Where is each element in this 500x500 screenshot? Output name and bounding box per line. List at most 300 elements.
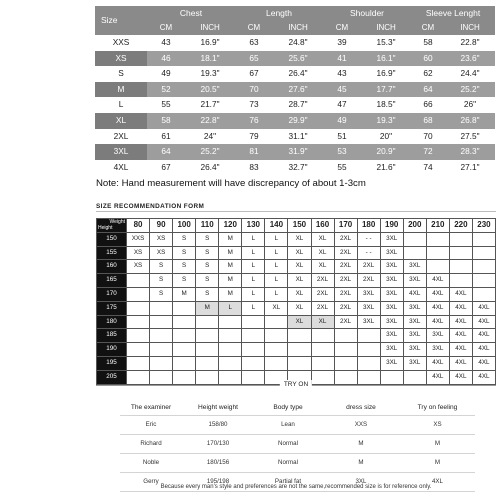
size-table-group-header (95, 6, 495, 21)
recommendation-cell (127, 315, 150, 329)
measurement-cell: 49 (323, 113, 361, 129)
weight-header-cell: 150 (288, 219, 311, 233)
measurement-cell: 27.6" (273, 82, 323, 98)
examiner-cell: M (322, 454, 400, 473)
measurement-cell: 24.4" (445, 66, 495, 82)
recommendation-cell (311, 329, 334, 343)
recommendation-cell: 3XL (380, 274, 403, 288)
table-row (97, 315, 496, 329)
measurement-cell: 17.7" (361, 82, 411, 98)
recommendation-cell (288, 356, 311, 370)
measurement-cell: 55 (323, 160, 361, 176)
recommendation-cell: 2XL (334, 232, 357, 246)
measurement-cell: 81 (235, 144, 273, 160)
recommendation-cell: S (196, 260, 219, 274)
unit-header-cell: INCH (185, 21, 235, 35)
recommendation-cell: XL (311, 246, 334, 260)
recommendation-cell: L (265, 274, 288, 288)
recommendation-cell (311, 343, 334, 357)
recommendation-cell: L (242, 301, 265, 315)
recommendation-cell: 2XL (334, 315, 357, 329)
recommendation-cell (196, 343, 219, 357)
measurement-cell: 19.3" (361, 113, 411, 129)
title-divider (96, 211, 496, 212)
recommendation-cell: L (265, 260, 288, 274)
recommendation-cell: 4XL (403, 287, 426, 301)
recommendation-cell: S (150, 260, 173, 274)
unit-header-cell: INCH (361, 21, 411, 35)
measurement-note: Note: Hand measurement will have discrepancy of about 1-3cm (96, 178, 366, 189)
recommendation-cell (127, 356, 150, 370)
size-column-header: Size (95, 6, 147, 35)
recommendation-cell: XS (127, 260, 150, 274)
unit-header-cell: CM (235, 21, 273, 35)
examiner-cell: 158/80 (182, 416, 254, 435)
recommendation-cell (426, 232, 449, 246)
examiner-header-cell: dress size (322, 401, 400, 416)
recommendation-cell (472, 287, 495, 301)
recommendation-cell (334, 343, 357, 357)
table-row (95, 97, 495, 113)
measurement-cell: 67 (147, 160, 185, 176)
table-row (120, 454, 475, 473)
examiner-cell: M (400, 454, 475, 473)
size-table-body (95, 35, 495, 175)
recommendation-cell: 3XL (380, 343, 403, 357)
recommendation-cell: 4XL (426, 315, 449, 329)
measurement-cell: 70 (411, 129, 445, 145)
examiner-cell: 170/130 (182, 435, 254, 454)
examiner-table-body (120, 416, 475, 492)
table-row (95, 160, 495, 176)
recommendation-cell (403, 232, 426, 246)
measurement-cell: 18.5" (361, 97, 411, 113)
weight-header-cell: 120 (219, 219, 242, 233)
examiner-cell: M (322, 435, 400, 454)
measurement-cell: 32.7" (273, 160, 323, 176)
examiner-cell: Richard (120, 435, 182, 454)
measurement-cell: 60 (411, 51, 445, 67)
recommendation-cell: 3XL (403, 343, 426, 357)
recommendation-cell (219, 315, 242, 329)
unit-header-cell: CM (411, 21, 445, 35)
recommendation-cell: XS (150, 232, 173, 246)
recommendation-cell (357, 356, 380, 370)
weight-header-cell: 90 (150, 219, 173, 233)
recommendation-cell: 4XL (449, 315, 472, 329)
recommendation-cell: XL (288, 246, 311, 260)
recommendation-cell: 4XL (426, 274, 449, 288)
table-row (120, 416, 475, 435)
height-header-cell: 160 (97, 260, 127, 274)
measurement-cell: 64 (411, 82, 445, 98)
measurement-cell: 47 (323, 97, 361, 113)
recommendation-cell (265, 343, 288, 357)
recommendation-cell: - - (357, 246, 380, 260)
unit-header-cell: CM (147, 21, 185, 35)
weight-header-cell: 110 (196, 219, 219, 233)
recommendation-cell: L (265, 287, 288, 301)
recommendation-cell: 3XL (380, 301, 403, 315)
weight-header-cell: 170 (334, 219, 357, 233)
measurement-cell: 83 (235, 160, 273, 176)
recommendation-cell: 3XL (357, 287, 380, 301)
recommendation-cell (242, 329, 265, 343)
recommendation-cell (472, 260, 495, 274)
examiner-cell: Normal (254, 454, 322, 473)
recommendation-cell: XL (311, 260, 334, 274)
recommendation-cell: M (219, 287, 242, 301)
table-row (120, 435, 475, 454)
measurement-cell: 65 (235, 51, 273, 67)
height-header-cell: 150 (97, 232, 127, 246)
height-header-cell: 170 (97, 287, 127, 301)
measurement-cell: 79 (235, 129, 273, 145)
examiner-cell: Partial fat (254, 473, 322, 492)
recommendation-cell: 4XL (449, 301, 472, 315)
measurement-cell: 28.7" (273, 97, 323, 113)
recommendation-cell (357, 343, 380, 357)
table-row (95, 144, 495, 160)
measurement-cell: 55 (147, 97, 185, 113)
measurement-cell: 51 (323, 129, 361, 145)
examiner-cell: XXS (322, 416, 400, 435)
recommendation-cell (288, 343, 311, 357)
examiner-cell: Gerry (120, 473, 182, 492)
size-label-cell: M (95, 82, 147, 98)
weight-header-cell: 80 (127, 219, 150, 233)
recommendation-cell: 4XL (426, 287, 449, 301)
table-row (95, 113, 495, 129)
height-header-cell: 190 (97, 343, 127, 357)
recommendation-cell (334, 356, 357, 370)
recommendation-cell: S (173, 260, 196, 274)
recommendation-cell: XL (288, 287, 311, 301)
recommendation-cell (288, 329, 311, 343)
height-header-cell: 195 (97, 356, 127, 370)
measurement-cell: 26.4" (273, 66, 323, 82)
measurement-cell: 24" (185, 129, 235, 145)
recommendation-cell (449, 260, 472, 274)
recommendation-cell: 4XL (449, 287, 472, 301)
recommendation-cell: 2XL (311, 301, 334, 315)
measurement-cell: 73 (235, 97, 273, 113)
unit-header-cell: CM (323, 21, 361, 35)
recommendation-cell (150, 356, 173, 370)
recommendation-cell (334, 329, 357, 343)
recommendation-cell (472, 246, 495, 260)
recommendation-cell (173, 356, 196, 370)
weight-header-row (97, 219, 496, 233)
size-disclaimer: Because every man's style and preferences are not the same,recommended size is for reference only. (160, 484, 432, 490)
measurement-cell: 26.8" (445, 113, 495, 129)
size-label-cell: XL (95, 113, 147, 129)
table-row (97, 274, 496, 288)
table-row (95, 82, 495, 98)
table-row (95, 66, 495, 82)
recommendation-cell: 4XL (472, 301, 495, 315)
measurement-cell: 16.1" (361, 51, 411, 67)
recommendation-cell (357, 329, 380, 343)
recommendation-cell: 2XL (334, 274, 357, 288)
recommendation-grid-body (97, 232, 496, 384)
recommendation-cell: 3XL (380, 329, 403, 343)
weight-header-cell: 180 (357, 219, 380, 233)
recommendation-cell: XL (288, 232, 311, 246)
recommendation-cell (265, 329, 288, 343)
recommendation-cell: L (242, 246, 265, 260)
recommendation-cell: - - (357, 232, 380, 246)
examiner-header-row (120, 401, 475, 416)
recommendation-cell: XL (265, 301, 288, 315)
recommendation-cell: 2XL (311, 274, 334, 288)
measurement-cell: 53 (323, 144, 361, 160)
examiner-header-cell: Try on feeling (400, 401, 475, 416)
weight-height-corner (97, 219, 127, 233)
try-on-label: TRY ON (280, 380, 312, 390)
recommendation-cell (196, 315, 219, 329)
recommendation-cell: M (219, 232, 242, 246)
recommendation-cell: XL (288, 274, 311, 288)
recommendation-cell: 4XL (472, 343, 495, 357)
examiner-cell: Normal (254, 435, 322, 454)
size-label-cell: 3XL (95, 144, 147, 160)
measurement-cell: 22.8" (445, 35, 495, 51)
table-row (95, 35, 495, 51)
recommendation-cell: 2XL (357, 260, 380, 274)
measurement-cell: 76 (235, 113, 273, 129)
recommendation-cell (219, 356, 242, 370)
recommendation-cell (173, 301, 196, 315)
recommendation-cell: S (173, 232, 196, 246)
measurement-cell: 64 (147, 144, 185, 160)
recommendation-cell (196, 356, 219, 370)
recommendation-cell: L (265, 246, 288, 260)
examiner-table (120, 401, 475, 492)
measurement-cell: 31.9" (273, 144, 323, 160)
recommendation-cell: M (173, 287, 196, 301)
recommendation-cell (173, 329, 196, 343)
table-row (95, 51, 495, 67)
measurement-cell: 16.9" (361, 66, 411, 82)
measurement-cell: 25.2" (445, 82, 495, 98)
measurement-cell: 25.2" (185, 144, 235, 160)
recommendation-cell (150, 343, 173, 357)
table-row (97, 329, 496, 343)
measurement-cell: 52 (147, 82, 185, 98)
height-header-cell: 175 (97, 301, 127, 315)
height-header-cell: 205 (97, 370, 127, 384)
recommendation-cell: 2XL (334, 246, 357, 260)
size-recommendation-grid (96, 218, 496, 385)
recommendation-title: SIZE RECOMMENDATION FORM (96, 203, 205, 210)
examiner-header-cell: The examiner (120, 401, 182, 416)
recommendation-cell: XL (311, 232, 334, 246)
recommendation-cell: 3XL (380, 315, 403, 329)
recommendation-cell (173, 343, 196, 357)
recommendation-cell (127, 301, 150, 315)
recommendation-cell (403, 246, 426, 260)
examiner-cell: Eric (120, 416, 182, 435)
recommendation-cell (449, 274, 472, 288)
recommendation-cell: 3XL (403, 301, 426, 315)
height-header-cell: 165 (97, 274, 127, 288)
table-row (95, 129, 495, 145)
recommendation-cell: L (242, 274, 265, 288)
size-label-cell: S (95, 66, 147, 82)
measurement-cell: 72 (411, 144, 445, 160)
weight-header-cell: 140 (265, 219, 288, 233)
recommendation-cell (426, 246, 449, 260)
recommendation-cell: 2XL (334, 301, 357, 315)
recommendation-cell: S (150, 287, 173, 301)
recommendation-cell: 3XL (403, 315, 426, 329)
measurement-cell: 41 (323, 51, 361, 67)
recommendation-cell (449, 232, 472, 246)
recommendation-cell (127, 287, 150, 301)
recommendation-cell: L (242, 287, 265, 301)
recommendation-cell (265, 356, 288, 370)
size-table-unit-header (95, 21, 495, 35)
recommendation-cell: 4XL (449, 329, 472, 343)
measurement-cell: 58 (411, 35, 445, 51)
recommendation-cell: XS (127, 246, 150, 260)
recommendation-cell: 3XL (380, 246, 403, 260)
height-header-cell: 155 (97, 246, 127, 260)
recommendation-cell: 3XL (426, 329, 449, 343)
measurement-cell: 68 (411, 113, 445, 129)
examiner-cell: 180/156 (182, 454, 254, 473)
table-row (97, 260, 496, 274)
recommendation-cell: M (219, 274, 242, 288)
measurement-cell: 21.6" (361, 160, 411, 176)
recommendation-cell: 3XL (403, 356, 426, 370)
corner-weight-label: Weight (109, 219, 125, 225)
recommendation-cell: 3XL (380, 260, 403, 274)
weight-header-cell: 100 (173, 219, 196, 233)
recommendation-cell: S (196, 246, 219, 260)
examiner-cell: 4XL (400, 473, 475, 492)
measurement-cell: 26" (445, 97, 495, 113)
recommendation-cell (242, 356, 265, 370)
recommendation-cell: M (219, 260, 242, 274)
unit-header-cell: INCH (273, 21, 323, 35)
unit-header-cell: INCH (445, 21, 495, 35)
measurement-cell: 25.6" (273, 51, 323, 67)
recommendation-cell (173, 315, 196, 329)
recommendation-cell: 2XL (334, 260, 357, 274)
recommendation-cell: S (196, 287, 219, 301)
recommendation-cell: XL (288, 301, 311, 315)
recommendation-cell: XS (150, 246, 173, 260)
measurement-cell: 23.6" (445, 51, 495, 67)
measurement-cell: 24.8" (273, 35, 323, 51)
examiner-cell: M (400, 435, 475, 454)
examiner-cell: Lean (254, 416, 322, 435)
measurement-cell: 43 (147, 35, 185, 51)
examiner-header-cell: Height weight (182, 401, 254, 416)
measurement-cell: 15.3" (361, 35, 411, 51)
examiner-cell: Noble (120, 454, 182, 473)
recommendation-cell: 3XL (403, 260, 426, 274)
table-row (97, 343, 496, 357)
measurement-cell: 66 (411, 97, 445, 113)
recommendation-cell: 4XL (426, 356, 449, 370)
height-header-cell: 180 (97, 315, 127, 329)
measurement-cell: 46 (147, 51, 185, 67)
recommendation-cell (127, 274, 150, 288)
recommendation-cell (265, 315, 288, 329)
recommendation-cell: 3XL (357, 315, 380, 329)
recommendation-cell: 2XL (334, 287, 357, 301)
recommendation-cell (449, 246, 472, 260)
weight-header-cell: 190 (380, 219, 403, 233)
table-row (97, 246, 496, 260)
recommendation-cell (150, 301, 173, 315)
table-row (97, 287, 496, 301)
recommendation-cell: 4XL (426, 301, 449, 315)
table-row (97, 301, 496, 315)
recommendation-cell: S (196, 274, 219, 288)
measurement-cell: 21.7" (185, 97, 235, 113)
recommendation-cell (219, 329, 242, 343)
measurement-cell: 29.9" (273, 113, 323, 129)
recommendation-cell: 2XL (311, 287, 334, 301)
recommendation-cell: S (196, 232, 219, 246)
weight-header-cell: 200 (403, 219, 426, 233)
recommendation-cell: XL (311, 315, 334, 329)
measurement-cell: 58 (147, 113, 185, 129)
recommendation-cell: 3XL (403, 274, 426, 288)
measurement-cell: 19.3" (185, 66, 235, 82)
weight-header-cell: 130 (242, 219, 265, 233)
recommendation-cell: XL (288, 315, 311, 329)
recommendation-cell: 4XL (472, 370, 495, 384)
recommendation-cell (127, 343, 150, 357)
recommendation-cell: 3XL (403, 329, 426, 343)
size-chart-table (95, 6, 495, 175)
measurement-cell: 31.1" (273, 129, 323, 145)
weight-header-cell: 160 (311, 219, 334, 233)
weight-header-cell: 220 (449, 219, 472, 233)
measurement-cell: 27.5" (445, 129, 495, 145)
measurement-cell: 16.9" (185, 35, 235, 51)
measurement-cell: 22.8" (185, 113, 235, 129)
recommendation-cell: 4XL (472, 315, 495, 329)
measurement-cell: 67 (235, 66, 273, 82)
recommendation-cell: 3XL (380, 232, 403, 246)
measurement-cell: 63 (235, 35, 273, 51)
measurement-cell: 20.9" (361, 144, 411, 160)
measurement-cell: 62 (411, 66, 445, 82)
recommendation-cell (242, 315, 265, 329)
measurement-cell: 70 (235, 82, 273, 98)
recommendation-cell: 2XL (357, 274, 380, 288)
size-label-cell: XS (95, 51, 147, 67)
sleeve-length-header: Sleeve Lenght (411, 6, 495, 21)
recommendation-cell (426, 260, 449, 274)
recommendation-cell (472, 274, 495, 288)
size-label-cell: 4XL (95, 160, 147, 176)
recommendation-cell: L (219, 301, 242, 315)
measurement-cell: 74 (411, 160, 445, 176)
recommendation-cell: 4XL (449, 343, 472, 357)
recommendation-cell: 4XL (449, 356, 472, 370)
weight-header-cell: 230 (472, 219, 495, 233)
length-header: Length (235, 6, 323, 21)
recommendation-cell: 3XL (357, 301, 380, 315)
recommendation-cell: 4XL (426, 370, 449, 384)
